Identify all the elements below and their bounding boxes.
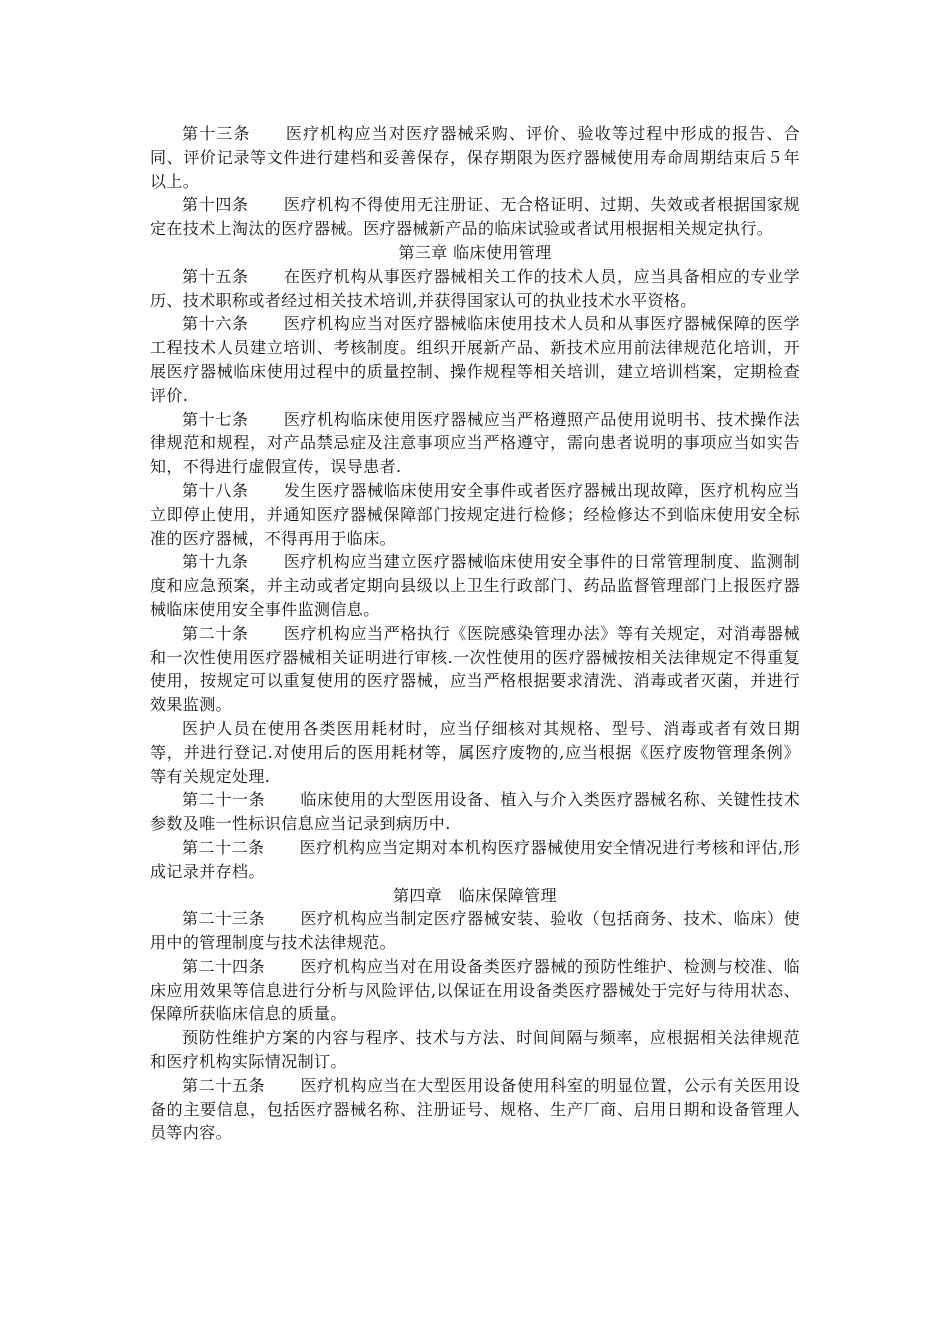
article-number: 第二十四条 [182,956,266,976]
article-number: 第十九条 [182,552,249,572]
article-text: 医疗机构应当制定医疗器械安装、验收（包括商务、技术、临床）使用中的管理制度与技术法律规范。 [150,909,800,953]
article-text: 在医疗机构从事医疗器械相关工作的技术人员，应当具备相应的专业学历、技术职称或者经过相关技术培训,并获得国家认可的执业技术水平资格。 [150,266,800,310]
article-number: 第十三条 [182,124,251,143]
article-13 [150,122,800,193]
article-24 [150,955,800,1026]
article-number: 第二十二条 [182,837,265,857]
article-19 [150,550,800,621]
article-number: 第十六条 [182,314,249,334]
article-number: 第二十一条 [182,790,266,810]
article-number: 第二十三条 [182,909,266,929]
chapter-3-heading: 第三章 临床使用管理 [398,242,552,262]
article-number: 第十四条 [182,195,249,215]
article-23 [150,907,800,955]
article-16 [150,312,800,407]
article-24-paragraph-2: 预防性维护方案的内容与程序、技术与方法、时间间隔与频率，应根据相关法律规范和医疗机构实际情况制订。 [150,1028,800,1072]
article-text: 医疗机构应当在大型医用设备使用科室的明显位置，公示有关医用设备的主要信息，包括医疗器械名称、注册证号、规格、生产厂商、启用日期和设备管理人员等内容。 [150,1075,800,1143]
article-text: 临床使用的大型医用设备、植入与介入类医疗器械名称、关键性技术参数及唯一性标识信息应当记录到病历中. [150,790,800,834]
article-14 [150,193,800,241]
article-number: 第二十五条 [182,1075,266,1095]
article-text: 医疗机构应当建立医疗器械临床使用安全事件的日常管理制度、监测制度和应急预案，并主动或者定期向县级以上卫生行政部门、药品监督管理部门上报医疗器械临床使用安全事件监测信息。 [150,552,800,619]
chapter-4-heading: 第四章 临床保障管理 [392,885,557,905]
article-number: 第二十条 [182,623,249,643]
article-15 [150,265,800,313]
article-text: 医疗机构临床使用医疗器械应当严格遵照产品使用说明书、技术操作法律规范和规程，对产品禁忌症及注意事项应当严格遵守，需向患者说明的事项应当如实告知，不得进行虚假宣传，误导患者. [150,409,800,477]
article-20 [150,622,800,717]
article-number: 第十五条 [182,266,249,286]
article-text: 医疗机构应当对医疗器械采购、评价、验收等过程中形成的报告、合同、评价记录等文件进行建档和妥善保存，保存期限为医疗器械使用寿命周期结束后５年以上。 [150,124,800,191]
article-number: 第十八条 [182,480,249,500]
article-21 [150,788,800,836]
article-22 [150,836,800,884]
article-20-paragraph-2: 医护人员在使用各类医用耗材时，应当仔细核对其规格、型号、消毒或者有效日期等，并进行登记.对使用后的医用耗材等，属医疗废物的,应当根据《医疗废物管理条例》等有关规定处理. [150,718,800,786]
article-number: 第十七条 [182,409,249,429]
article-text: 发生医疗器械临床使用安全事件或者医疗器械出现故障，医疗机构应当立即停止使用，并通知医疗器械保障部门按规定进行检修；经检修达不到临床使用安全标准的医疗器械，不得再用于临床。 [150,480,800,548]
article-text: 医疗机构应当对医疗器械临床使用技术人员和从事医疗器械保障的医学工程技术人员建立培训、考核制度。组织开展新产品、新技术应用前法律规范化培训，开展医疗器械临床使用过程中的质量控制、操作规程等相关培训，建立培训档案，定期检查评价. [150,314,800,405]
article-text: 医疗机构应当对在用设备类医疗器械的预防性维护、检测与校准、临床应用效果等信息进行分析与风险评估,以保证在用设备类医疗器械处于完好与待用状态、保障所获临床信息的质量。 [150,956,800,1024]
article-text: 医疗机构应当定期对本机构医疗器械使用安全情况进行考核和评估,形成记录并存档。 [150,837,800,881]
article-17 [150,408,800,479]
article-25 [150,1074,800,1145]
article-text: 医疗机构应当严格执行《医院感染管理办法》等有关规定，对消毒器械和一次性使用医疗器械相关证明进行审核.一次性使用的医疗器械按相关法律规定不得重复使用，按规定可以重复使用的医疗器械，应当严格根据要求清洗、消毒或者灭菌，并进行效果监测。 [150,623,800,715]
article-18 [150,479,800,550]
article-text: 医疗机构不得使用无注册证、无合格证明、过期、失效或者根据国家规定在技术上淘汰的医疗器械。医疗器械新产品的临床试验或者试用根据相关规定执行。 [150,195,800,239]
document-page [150,122,800,1145]
